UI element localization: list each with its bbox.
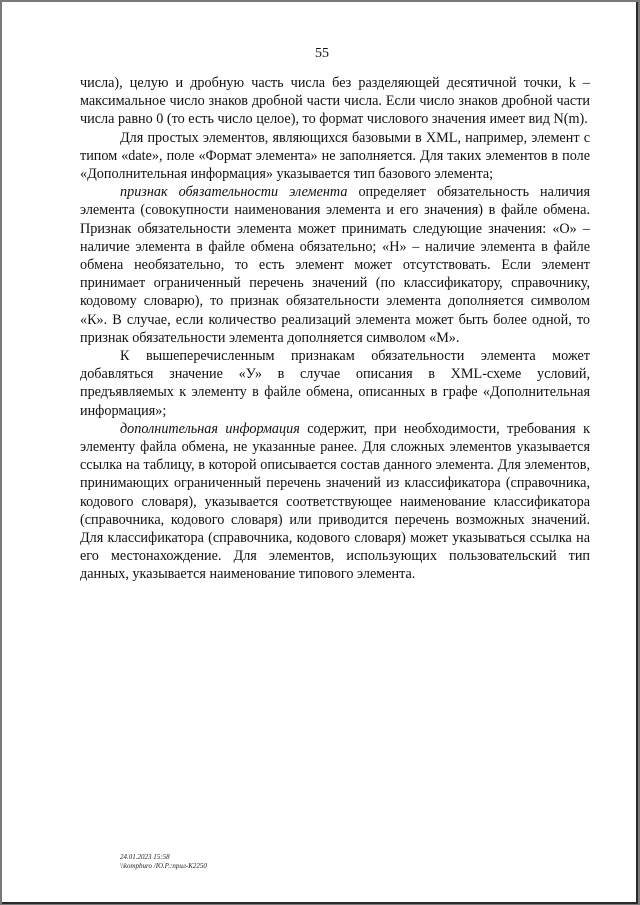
footer-stamp (120, 853, 207, 871)
paragraph-1: числа), целую и дробную часть числа без разделяющей десятичной точки, k – максимальное число знаков дробной части числа. Если число знаков дробной части числа равно 0 (то есть число целое), то формат числового значения имеет вид N(m). (80, 75, 590, 128)
paragraph-3 (80, 183, 590, 347)
paragraph-5-text: содержит, при необходимости, требования к элементу файла обмена, не указанные ранее. Для сложных элементов указывается ссылка на таблицу, в которой описывается состав данного элемента. Для элементов, принимающих ограниченный перечень значений из классификатора (справочника, кодового словаря), указывается соответствующее наименование классификатора (справочника, кодового словаря) или приводится перечень возможных значений. Для классификатора (справочника, кодового словаря) может указываться ссылка на его местонахождение. Для элементов, использующих пользовательский тип данных, указывается наименование типового элемента. (80, 420, 590, 583)
footer-path: \\kompburo /Ю.Р.:прил-К2250 (120, 862, 207, 870)
paragraph-5 (80, 420, 590, 584)
paragraph-3-text: определяет обязательность наличия элемента (совокупности наименования элемента и его значения) в файле обмена. Признак обязательности элемента может принимать следующие значения: «О» – наличие элемента в файле обмена обязательно; «Н» – наличие элемента в файле обмена необязательно, то есть элемент может отсутствовать. Если элемент принимает ограниченный перечень значений (по классификатору, справочнику, кодовому словарю), то признак обязательности элемента дополняется символом «К». В случае, если количество реализаций элемента может быть более одной, то признак обязательности элемента дополняется символом «М». (80, 184, 590, 346)
paragraph-4: К вышеперечисленным признакам обязательности элемента может добавляться значение «У» в случае описания в XML-схеме условий, предъявляемых к элементу в файле обмена, описанных в графе «Дополнительная информация»; (80, 348, 590, 419)
paragraph-2: Для простых элементов, являющихся базовыми в XML, например, элемент с типом «date», поле «Формат элемента» не заполняется. Для таких элементов в поле «Дополнительная информация» указывается тип базового элемента; (80, 129, 590, 183)
footer-timestamp: 24.01.2023 15:58 (120, 853, 170, 861)
page-number: 55 (315, 46, 329, 61)
term-italic: дополнительная информация (120, 420, 300, 437)
document-page (2, 2, 638, 904)
term-italic: признак обязательности элемента (120, 184, 348, 201)
page-body (80, 74, 590, 584)
